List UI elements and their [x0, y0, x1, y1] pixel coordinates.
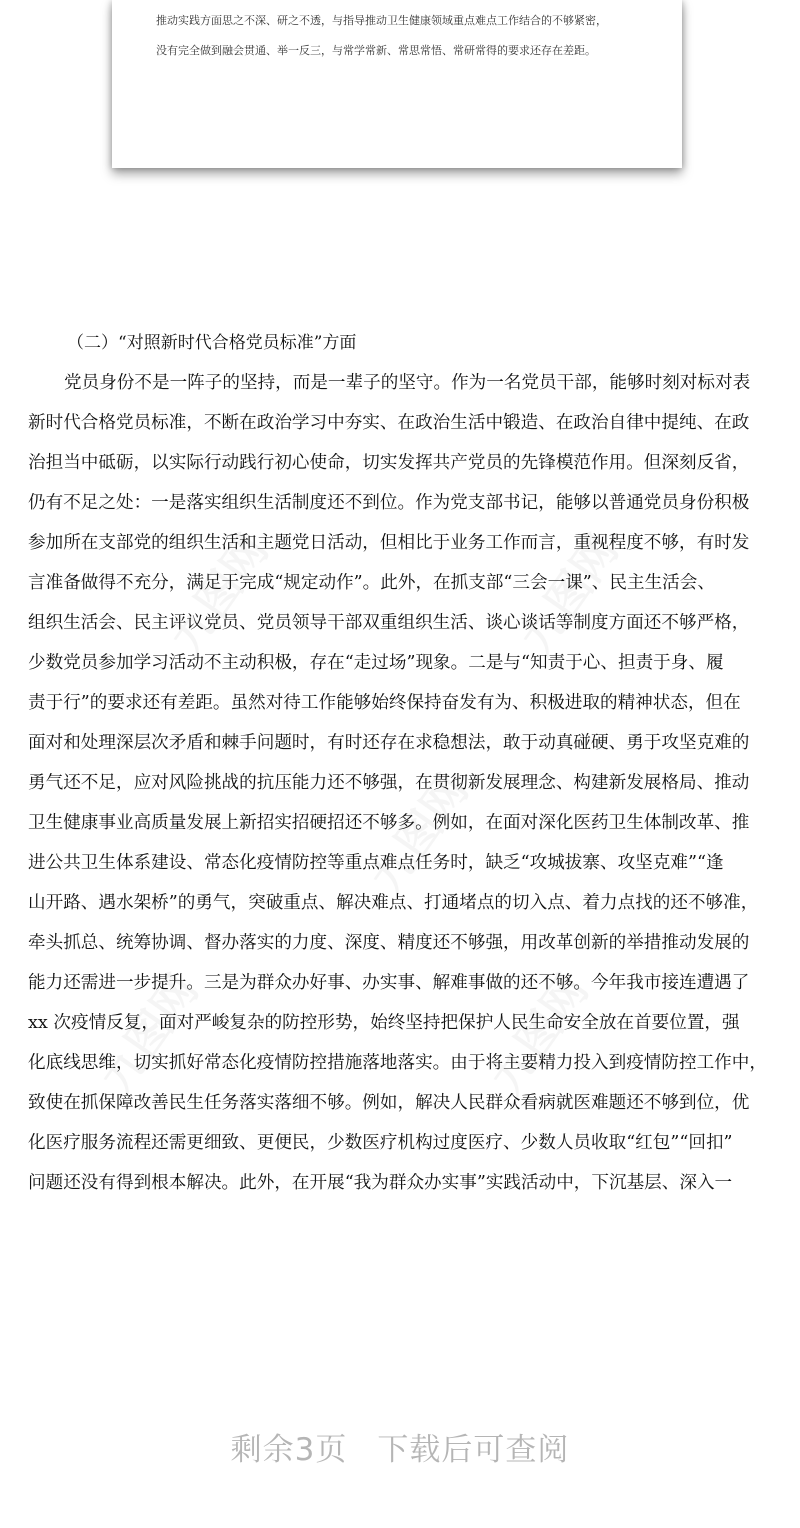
- paragraph-line: 勇气还不足，应对风险挑战的抗压能力还不够强，在贯彻新发展理念、构建新发展格局、推动: [28, 773, 750, 793]
- paragraph-line: 能力还需进一步提升。三是为群众办好事、办实事、解难事做的还不够。今年我市接连遭遇了: [28, 973, 750, 993]
- paragraph-line: 进公共卫生体系建设、常态化疫情防控等重点难点任务时，缺乏“攻城拔寨、攻坚克难”“逢: [28, 853, 724, 873]
- paragraph-line: 问题还没有得到根本解决。此外，在开展“我为群众办实事”实践活动中，下沉基层、深入一: [28, 1173, 733, 1193]
- section-heading: （二）“对照新时代合格党员标准”方面: [67, 333, 357, 353]
- download-button[interactable]: [231, 1432, 570, 1468]
- paragraph-line: 卫生健康事业高质量发展上新招实招硬招还不够多。例如，在面对深化医药卫生体制改革、推: [28, 813, 750, 833]
- remaining-pages-label: 剩余3页: [230, 1432, 348, 1468]
- paragraph-line: 言准备做得不充分，满足于完成“规定动作”。此外，在抓支部“三会一课”、民主生活会、: [28, 573, 715, 593]
- paragraph-line: 化医疗服务流程还需更细致、更便民，少数医疗机构过度医疗、少数人员收取“红包”“回扣”: [28, 1133, 733, 1153]
- paragraph-line: 致使在抓保障改善民生任务落实落细不够。例如，解决人民群众看病就医难题还不够到位，优: [28, 1093, 750, 1113]
- watermark: 九图网: [480, 965, 599, 1104]
- document-body: [28, 323, 776, 1203]
- paragraph-line: 党员身份不是一阵子的坚持，而是一辈子的坚守。作为一名党员干部，能够时刻对标对表: [64, 373, 751, 393]
- paragraph-line: 牵头抓总、统筹协调、督办落实的力度、深度、精度还不够强，用改革创新的举措推动发展的: [28, 933, 750, 953]
- watermark: 九图网: [510, 525, 629, 664]
- preview-line: 没有完全做到融会贯通、举一反三，与常学常新、常思常悟、常研常得的要求还存在差距。: [156, 44, 596, 57]
- paragraph-line: 组织生活会、民主评议党员、党员领导干部双重组织生活、谈心谈话等制度方面还不够严格，: [28, 613, 750, 633]
- paragraph-line: 少数党员参加学习活动不主动积极，存在“走过场”现象。二是与“知责于心、担责于身、履: [28, 653, 724, 673]
- watermark: 九图网: [90, 965, 209, 1104]
- download-prompt[interactable]: [0, 1420, 800, 1480]
- watermark: 九图网: [360, 765, 479, 904]
- paragraph-line: 山开路、遇水架桥”的勇气，突破重点、解决难点、打通堵点的切入点、着力点找的还不够准，: [28, 893, 759, 913]
- paragraph-line: 化底线思维，切实抓好常态化疫情防控措施落地落实。由于将主要精力投入到疫情防控工作中，: [28, 1053, 767, 1073]
- paragraph-line: xx 次疫情反复，面对严峻复杂的防控形势，始终坚持把保护人民生命安全放在首要位置，强: [28, 1013, 740, 1033]
- paragraph-line: 责于行”的要求还有差距。虽然对待工作能够始终保持奋发有为、积极进取的精神状态，但在: [28, 693, 741, 713]
- paragraph-line: 新时代合格党员标准，不断在政治学习中夯实、在政治生活中锻造、在政治自律中提纯、在政: [28, 413, 750, 433]
- paragraph-line: 面对和处理深层次矛盾和棘手问题时，有时还存在求稳想法，敢于动真碰硬、勇于攻坚克难的: [28, 733, 750, 753]
- preview-line: 推动实践方面思之不深、研之不透，与指导推动卫生健康领域重点难点工作结合的不够紧密，: [156, 14, 607, 27]
- download-action-label: 下载后可查阅: [377, 1432, 570, 1468]
- watermark: 九图网: [160, 525, 279, 664]
- paragraph-line: 治担当中砥砺，以实际行动践行初心使命，切实发挥共产党员的先锋模范作用。但深刻反省，: [28, 453, 750, 473]
- paragraph-line: 参加所在支部党的组织生活和主题党日活动，但相比于业务工作而言，重视程度不够，有时发: [28, 533, 750, 553]
- paragraph-line: 仍有不足之处：一是落实组织生活制度还不到位。作为党支部书记，能够以普通党员身份积极: [28, 493, 750, 513]
- document-preview-card: [112, 0, 682, 168]
